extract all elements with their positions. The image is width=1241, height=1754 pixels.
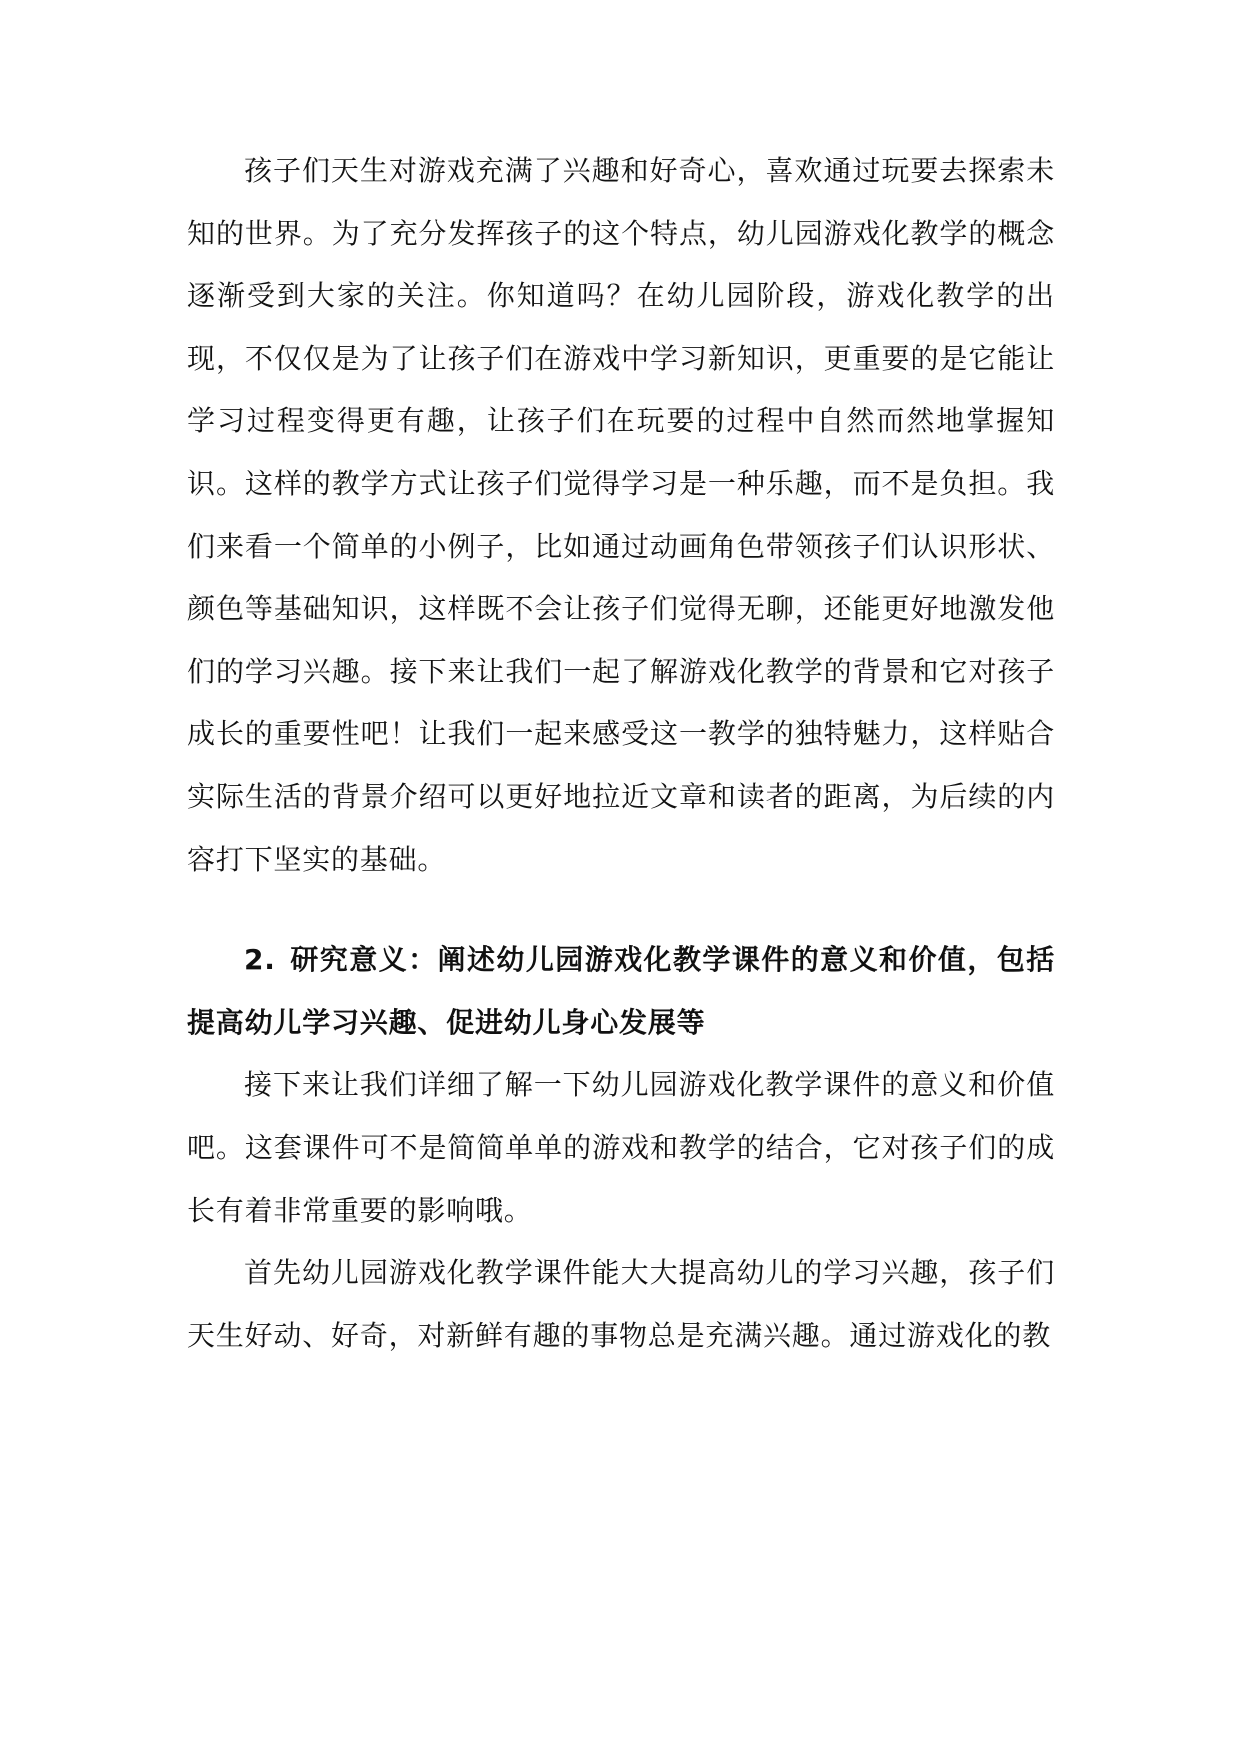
paragraph-intro-line: 一个简单的小例子，比如通过动画角色带领孩子们认识形状、颜色等 [187,529,1055,626]
paragraph-interest-line: 天生好动、好奇，对新鲜有趣的事物总是充满兴趣。通过游戏化的教 [187,1318,1052,1352]
paragraph-interest [187,1242,1055,1367]
paragraph-significance-line: 值吧。这套课件可不是简简单单的游戏和教学的结合，它对孩子们的 [187,1068,1055,1164]
paragraph-intro [187,140,1055,891]
paragraph-intro-line: 知的世界。为了充分发挥孩子的这个特点，幼儿园游戏化教学的概念 [187,216,1055,250]
section-heading-line: 研究意义：阐述幼儿园游戏化教学课件的意义和价值，包括 [289,943,1055,977]
paragraph-significance-line: 成长有着非常重要的影响哦。 [187,1130,1055,1227]
paragraph-intro-line: 过程变得更有趣，让孩子们在玩要的过程中自然而然地掌握知识。这 [187,404,1055,500]
section-spacer [187,891,1055,929]
paragraph-intro-line: 逐渐受到大家的关注。你知道吗？在幼儿园阶段，游戏化教学的出现， [187,279,1055,375]
paragraph-intro-line: 基础知识，这样既不会让孩子们觉得无聊，还能更好地激发他们的学 [187,592,1055,688]
paragraph-intro-line: 活的背景介绍可以更好地拉近文章和读者的距离，为后续的内容打下 [187,779,1055,876]
paragraph-intro-line: 样的教学方式让孩子们觉得学习是一种乐趣，而不是负担。我们来看 [187,466,1055,563]
section-heading-line: 提高幼儿学习兴趣、促进幼儿身心发展等 [187,1005,706,1039]
paragraph-significance-line: 接下来让我们详细了解一下幼儿园游戏化教学课件的意义和价 [244,1068,1027,1102]
section-heading [187,929,1055,1054]
paragraph-interest-line: 首先幼儿园游戏化教学课件能大大提高幼儿的学习兴趣，孩子们 [244,1256,1055,1290]
document-body [187,140,1055,1367]
paragraph-intro-line: 不仅仅是为了让孩子们在游戏中学习新知识，更重要的是它能让学习 [187,341,1055,438]
paragraph-significance [187,1054,1055,1242]
paragraph-intro-line: 孩子们天生对游戏充满了兴趣和好奇心，喜欢通过玩要去探索未 [244,154,1055,187]
section-heading-number: 2. [244,943,276,977]
paragraph-intro-line: 重要性吧！让我们一起来感受这一教学的独特魅力，这样贴合实际生 [187,717,1055,813]
paragraph-intro-line: 坚实的基础。 [273,842,447,876]
paragraph-intro-line: 习兴趣。接下来让我们一起了解游戏化教学的背景和它对孩子成长的 [187,654,1055,751]
